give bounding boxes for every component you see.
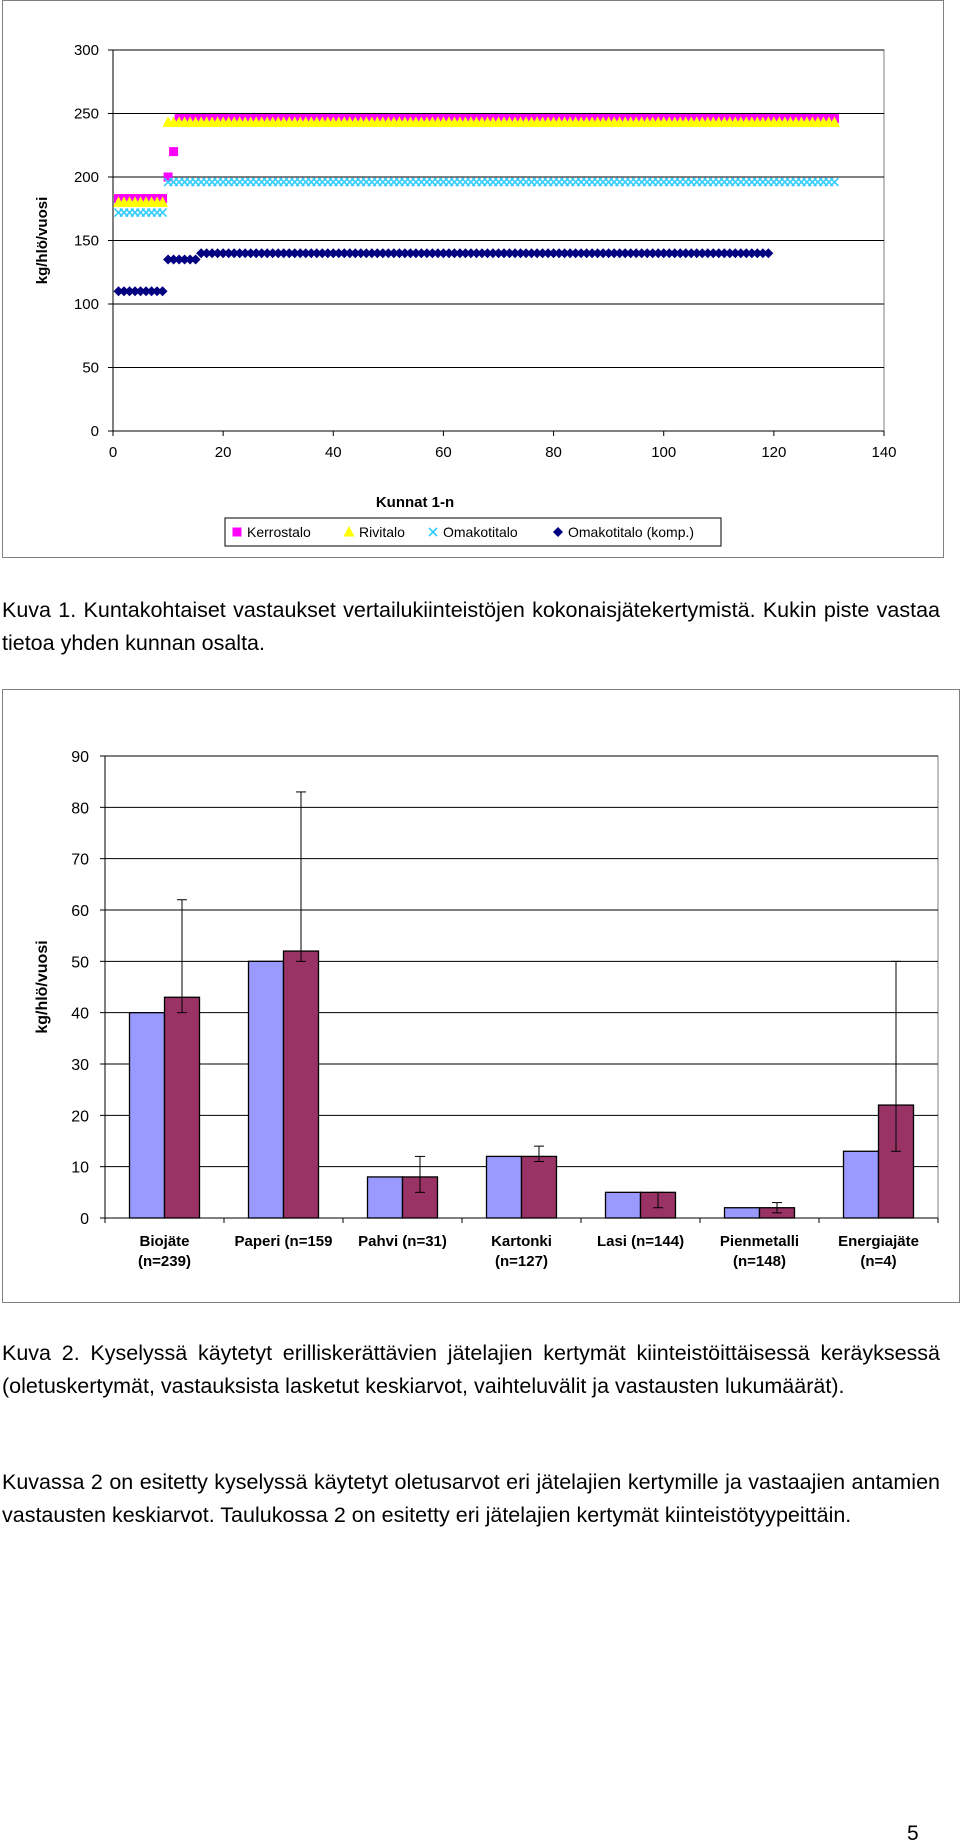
category-label-line2: (n=148) [733,1253,786,1270]
figure-1-caption: Kuva 1. Kuntakohtaiset vastaukset vertailukiinteistöjen kokonaisjätekertymistä. Kukin piste vastaa tietoa yhden kunnan osalta. [2,598,940,655]
y-tick-label: 10 [71,1159,89,1177]
category-label: Kartonki [491,1233,552,1250]
x-tick-label: 20 [214,444,232,461]
x-tick-label: 60 [435,444,452,461]
bar-default [368,1177,403,1218]
y-tick-label: 150 [73,232,99,250]
bar-default [606,1192,641,1218]
legend-label: Omakotitalo (komp.) [568,524,695,540]
body-paragraph: Kuvassa 2 on esitetty kyselyssä käytetyt oletusarvot eri jätelajien kertymille ja vastaajien antamien vastausten keskiarvot. Taulukossa 2 on esitetty eri jätelajien kertymät kiinteistötyypeittäin. [2,1470,940,1527]
bar-default [249,961,284,1218]
bar-default [487,1156,522,1218]
x-tick-label: 0 [108,444,118,461]
y-tick-label: 50 [82,359,99,377]
legend-label: Rivitalo [359,524,405,540]
category-label-line2: (n=127) [495,1253,548,1270]
chart-1-frame [2,0,944,558]
page-number: 5 [907,1822,919,1845]
y-tick-label: 50 [71,954,89,972]
plot-area [105,756,938,1218]
y-tick-label: 20 [71,1108,89,1126]
y-tick-label: 250 [73,105,99,123]
x-tick-label: 80 [545,444,562,461]
y-tick-label: 0 [80,1211,89,1228]
x-tick-label: 40 [324,444,342,461]
x-tick-label: 140 [871,444,897,461]
y-tick-label: 40 [71,1005,89,1023]
legend [225,518,721,546]
legend-marker [233,528,242,537]
y-tick-label: 100 [73,296,99,313]
category-label: Energiajäte [838,1233,919,1250]
chart-1-scatter [3,1,943,557]
legend-label: Kerrostalo [247,524,311,540]
bar-default [725,1208,760,1218]
bar-average [165,997,200,1218]
legend-label: Omakotitalo [443,524,518,540]
category-label: Pahvi (n=31) [358,1233,447,1250]
y-tick-label: 30 [71,1057,89,1074]
category-label: Pienmetalli [719,1233,800,1250]
chart-2-frame [2,689,960,1303]
bar-average [522,1156,557,1218]
bar-average [284,951,319,1218]
bar-default [130,1013,165,1218]
data-point [169,147,178,156]
y-tick-label: 60 [71,903,89,920]
y-tick-label: 70 [71,851,89,869]
y-tick-label: 90 [71,749,89,766]
x-axis-label: Kunnat 1-n [375,494,455,511]
category-label: Lasi (n=144) [596,1233,685,1250]
x-tick-label: 100 [651,444,677,461]
y-tick-label: 200 [73,169,99,186]
y-tick-label: 300 [73,42,99,59]
y-tick-label: 80 [71,800,89,818]
x-tick-label: 120 [761,444,787,461]
category-label: Biojäte [139,1233,190,1250]
category-label: Paperi (n=159 [234,1233,333,1250]
bar-default [844,1151,879,1218]
y-axis-label: kg/hlö/vuosi [34,196,51,285]
y-axis-label: kg/hlö/vuosi [34,940,51,1034]
chart-2-bar [3,690,959,1302]
category-label-line2: (n=239) [138,1253,191,1270]
category-label-line2: (n=4) [860,1253,897,1270]
y-tick-label: 0 [90,423,99,440]
figure-2-caption: Kuva 2. Kyselyssä käytetyt erilliskerättävien jätelajien kertymät kiinteistöittäisessä keräyksessä (oletuskertymät, vastauksista lasketut keskiarvot, vaihteluvälit ja vastausten lukumäärät). [2,1341,940,1398]
